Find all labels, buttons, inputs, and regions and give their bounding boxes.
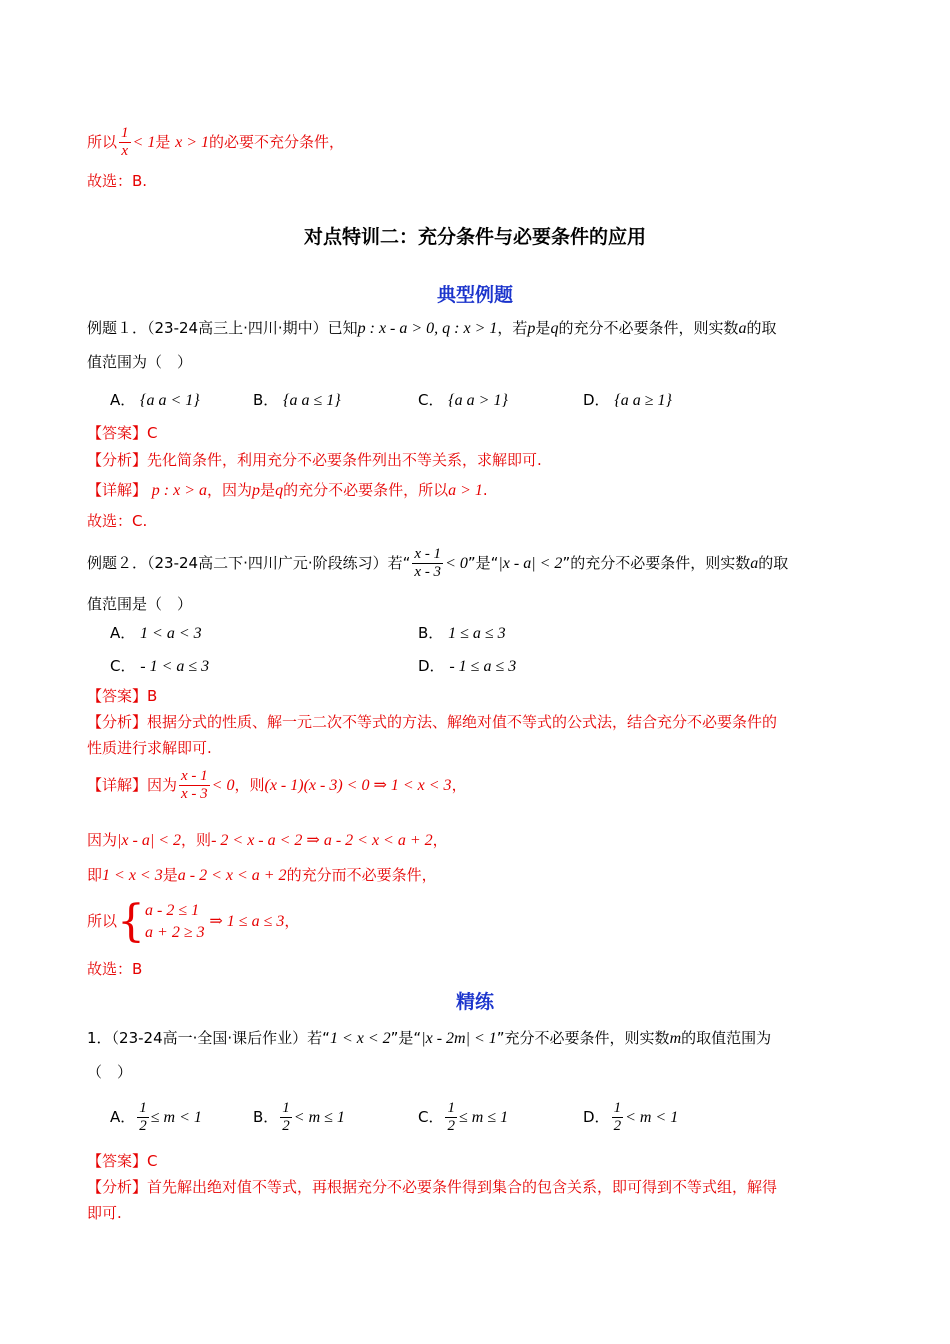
example2-answer: 【答案】B [87, 687, 158, 705]
choose-line: 故选：B. [87, 172, 148, 190]
example2-analysis-1: 【分析】根据分式的性质、解一元二次不等式的方法、解绝对值不等式的公式法，结合充分不必要条件的 [87, 713, 778, 731]
example1-analysis: 【分析】先化简条件，利用充分不必要条件列出不等关系，求解即可. [87, 451, 542, 469]
math: < 1 [132, 134, 156, 151]
example2-detail-1: 【详解】因为 $\frac{x - 1}{x - 3}$ < 0，则(x - 1)(x - 3) < 0 ⇒ 1 < x < 3， [87, 768, 467, 802]
math: x > 1 [175, 134, 210, 151]
inequality-system: a - 2 ≤ 1 a + 2 ≥ 3 [145, 901, 205, 941]
math: p : x - a > 0, q : x > 1 [357, 320, 498, 337]
example2-option-b: B． 1 ≤ a ≤ 3 [418, 624, 506, 642]
example1-answer: 【答案】C [87, 424, 158, 442]
practice1-option-a: A． $\frac{1}{2}$ ≤ m < 1 [110, 1100, 202, 1134]
example2-choose: 故选：B [87, 960, 143, 978]
fraction: $\frac{1}{x}$ [121, 125, 129, 159]
example2-analysis-2: 性质进行求解即可. [87, 739, 212, 757]
example1-question-line2: 值范围为（ ） [87, 353, 193, 371]
example2-option-d: D． - 1 ≤ a ≤ 3 [418, 657, 517, 675]
example2-question-line2: 值范围是（ ） [87, 595, 193, 613]
practice1-analysis-1: 【分析】首先解出绝对值不等式，再根据充分不必要条件得到集合的包含关系，即可得到不等式组，解得 [87, 1178, 778, 1196]
practice1-option-b: B． $\frac{1}{2}$ < m ≤ 1 [253, 1100, 345, 1134]
practice-title: 精练 [455, 991, 494, 1013]
example1-option-a: A． {a a < 1} [110, 391, 200, 409]
text: 所以 [87, 133, 118, 151]
typical-examples-title: 典型例题 [436, 284, 513, 306]
practice1-option-c: C． $\frac{1}{2}$ ≤ m ≤ 1 [418, 1100, 509, 1134]
example2-detail-3: 即1 < x < 3是a - 2 < x < a + 2的充分而不必要条件， [87, 866, 437, 884]
example2-detail-4: 所以{ a - 2 ≤ 1 a + 2 ≥ 3 ⇒ 1 ≤ a ≤ 3， [87, 895, 300, 947]
example1-option-b: B． {a a ≤ 1} [253, 391, 341, 409]
example1-choose: 故选：C. [87, 512, 148, 530]
example1-question: 例题１．（23-24高三上·四川·期中）已知p : x - a > 0, q : x > 1，若p是q的充分不必要条件，则实数a的取 [87, 319, 777, 337]
practice1-question: 1．（23-24高一·全国·课后作业）若“1 < x < 2”是“|x - 2m| < 1”充分不必要条件，则实数m的取值范围为 [87, 1029, 772, 1047]
practice1-answer: 【答案】C [87, 1152, 158, 1170]
example1-detail: 【详解】 p : x > a，因为p是q的充分不必要条件，所以a > 1. [87, 481, 488, 499]
example2-option-c: C． - 1 < a ≤ 3 [110, 657, 210, 675]
brace-icon: { [117, 895, 146, 947]
conclusion-line: 所以 $\frac{1}{x}$ < 1是 x > 1的必要不充分条件， [87, 125, 345, 159]
example1-option-c: C． {a a > 1} [418, 391, 508, 409]
fraction: $\frac{x - 1}{x - 3}$ [181, 768, 208, 802]
example1-option-d: D． {a a ≥ 1} [583, 391, 672, 409]
example2-detail-2: 因为|x - a| < 2，则- 2 < x - a < 2 ⇒ a - 2 < x < a + 2， [87, 831, 448, 849]
section-title: 对点特训二：充分条件与必要条件的应用 [303, 226, 646, 248]
fraction: $\frac{x - 1}{x - 3}$ [414, 546, 442, 580]
example2-option-a: A． 1 < a < 3 [110, 624, 202, 642]
practice1-question-line2: （ ） [87, 1063, 133, 1081]
practice1-option-d: D． $\frac{1}{2}$ < m < 1 [583, 1100, 679, 1134]
example2-question: 例题２．（23-24高二下·四川广元·阶段练习）若“ $\frac{x - 1}{x - 3}$ < 0”是“|x - a| < 2”的充分不必要条件，则实数a的取 [87, 546, 789, 580]
practice1-analysis-2: 即可. [87, 1204, 122, 1222]
